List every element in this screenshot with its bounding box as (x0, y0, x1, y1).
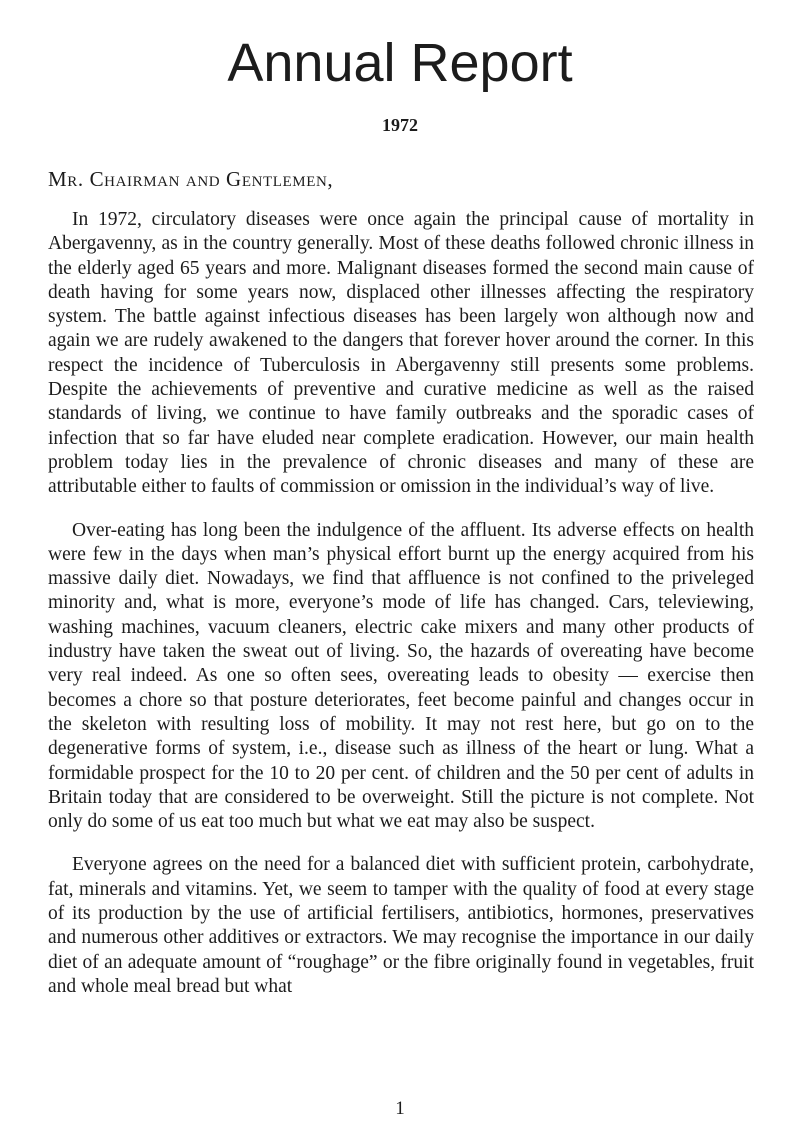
paragraph-balanced-diet: Everyone agrees on the need for a balanced diet with sufficient protein, carbohydrate, fat, minerals and vitamins. Yet, we seem to tamper with the quality of food at every stage of its production by the use of artificial fertilisers, antibiotics, hormones, preservatives and numerous other additives or extractors. We may recognise the importance in our daily diet of an adequate amount of “roughage” or the fibre originally found in vegetables, fruit and whole meal bread but what (48, 854, 754, 997)
page-number: 1 (395, 1098, 405, 1119)
report-year: 1972 (382, 115, 418, 135)
body-text (48, 208, 754, 1018)
paragraph-over-eating: Over-eating has long been the indulgence of the affluent. Its adverse effects on health were few in the days when man’s physical effort burnt up the energy acquired from his massive daily diet. Nowadays, we find that affluence is not confined to the priveleged minority and, what is more, everyone’s mode of life has changed. Cars, televiewing, washing machines, vacuum cleaners, electric cake mixers and many other products of industry have taken the sweat out of living. So, the hazards of overeating have become very real indeed. As one so often sees, overeating leads to obesity — exercise then becomes a chore so that posture deteriorates, feet become painful and changes occur in the skeleton with resulting loss of mobility. It may not rest here, but go on to the degenerative forms of system, i.e., disease such as illness of the heart or lung. What a formidable prospect for the 10 to 20 per cent. of children and the 50 per cent of adults in Britain today that are considered to be overweight. Still the picture is not complete. Not only do some of us eat too much but what we eat may also be suspect. (48, 519, 754, 833)
paragraph-circulatory-diseases: In 1972, circulatory diseases were once again the principal cause of mortality in Abergavenny, as in the country generally. Most of these deaths followed chronic illness in the elderly aged 65 years and more. Malignant diseases formed the second main cause of death having for some years now, displaced other illnesses affecting the respiratory system. The battle against infectious diseases has been largely won although now and again we are rudely awakened to the dangers that forever hover around the corner. In this respect the incidence of Tuberculosis in Abergavenny still presents some problems. Despite the achievements of preventive and curative medicine as well as the raised standards of living, we continue to have family outbreaks and the sporadic cases of infection that so far have eluded near complete eradication. However, our main health problem today lies in the prevalence of chronic diseases and many of these are attributable either to faults of commission or omission in the individual’s way of live. (48, 209, 754, 498)
page-title: Annual Report (227, 33, 573, 93)
salutation: Mr. Chairman and Gentlemen, (48, 167, 334, 191)
